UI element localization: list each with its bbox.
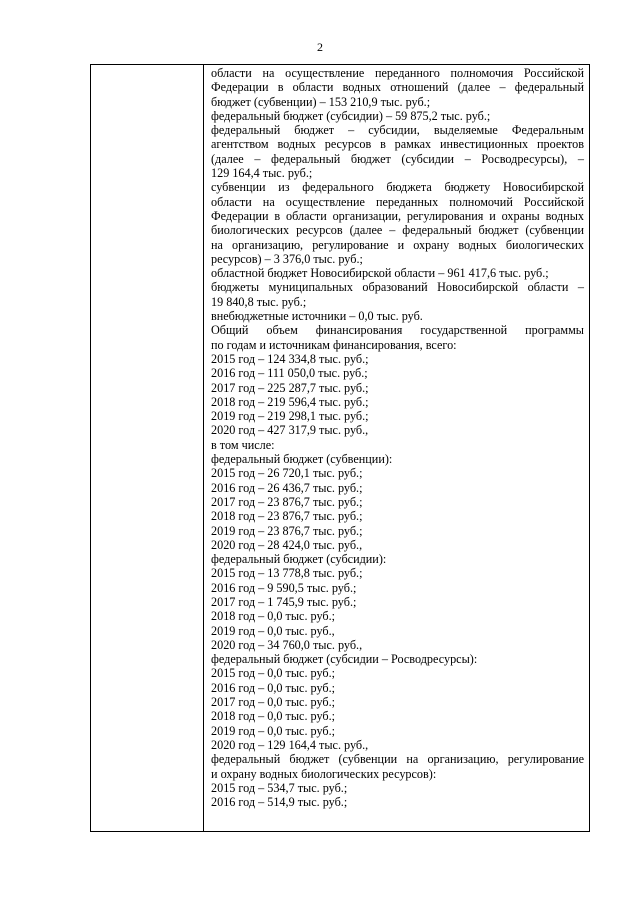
text-line: 2018 год – 0,0 тыс. руб.;: [211, 709, 336, 724]
text-line: ресурсов) – 3 376,0 тыс. руб.;: [211, 251, 363, 266]
text-line: 2016 год – 9 590,5 тыс. руб.;: [211, 580, 357, 595]
text-line: 2015 год – 534,7 тыс. руб.;: [211, 780, 348, 795]
text-line: 2015 год – 124 334,8 тыс. руб.;: [211, 351, 369, 366]
text-line: 2015 год – 0,0 тыс. руб.;: [211, 666, 336, 681]
text-line: 2020 год – 129 164,4 тыс. руб.,: [211, 737, 369, 752]
text-line: бюджет (субвенции) – 153 210,9 тыс. руб.;: [211, 94, 431, 109]
text-line: агентством водных ресурсов в рамках инвестиционных проектов: [211, 137, 584, 152]
text-line: областной бюджет Новосибирской области – 961 417,6 тыс. руб.;: [211, 266, 549, 281]
text-line: 2017 год – 23 876,7 тыс. руб.;: [211, 494, 363, 509]
text-line: 2016 год – 111 050,0 тыс. руб.;: [211, 366, 368, 381]
text-line: 2019 год – 23 876,7 тыс. руб.;: [211, 523, 363, 538]
text-line: внебюджетные источники – 0,0 тыс. руб.: [211, 309, 423, 324]
text-line: федеральный бюджет (субвенции):: [211, 452, 393, 467]
page-number: 2: [317, 40, 323, 54]
text-line: в том числе:: [211, 437, 275, 452]
document-table: [90, 64, 590, 832]
text-line: Федерации в области водных отношений (далее – федеральный: [211, 80, 584, 95]
text-line: биологических ресурсов (далее – федеральный бюджет (субвенции: [211, 223, 584, 238]
text-line: по годам и источникам финансирования, всего:: [211, 337, 457, 352]
text-line: бюджеты муниципальных образований Новосибирской области –: [211, 280, 584, 295]
text-line: 129 164,4 тыс. руб.;: [211, 166, 313, 181]
text-line: 2018 год – 0,0 тыс. руб.;: [211, 609, 336, 624]
text-line: федеральный бюджет (субвенции на организацию, регулирование: [211, 752, 584, 767]
text-line: федеральный бюджет – субсидии, выделяемые Федеральным: [211, 123, 584, 138]
text-line: (далее – федеральный бюджет (субсидии – Росводресурсы), –: [211, 151, 584, 166]
column-divider: [203, 65, 204, 831]
text-line: федеральный бюджет (субсидии – Росводресурсы):: [211, 652, 478, 667]
text-line: 19 840,8 тыс. руб.;: [211, 294, 307, 309]
text-line: субвенции из федерального бюджета бюджету Новосибирской: [211, 180, 584, 195]
text-line: 2017 год – 0,0 тыс. руб.;: [211, 695, 336, 710]
text-line: 2015 год – 26 720,1 тыс. руб.;: [211, 466, 363, 481]
text-line: области на осуществление переданных полномочий Российской: [211, 194, 584, 209]
text-line: 2018 год – 219 596,4 тыс. руб.;: [211, 394, 369, 409]
text-line: 2019 год – 219 298,1 тыс. руб.;: [211, 409, 369, 424]
text-line: 2017 год – 225 287,7 тыс. руб.;: [211, 380, 369, 395]
text-line: Федерации в области организации, регулирования и охраны водных: [211, 208, 584, 223]
text-line: 2016 год – 26 436,7 тыс. руб.;: [211, 480, 363, 495]
text-line: области на осуществление переданного полномочия Российской: [211, 66, 584, 80]
text-line: 2019 год – 0,0 тыс. руб.;: [211, 723, 336, 738]
text-line: 2019 год – 0,0 тыс. руб.,: [211, 623, 335, 638]
text-line: 2015 год – 13 778,8 тыс. руб.;: [211, 566, 363, 581]
text-line: федеральный бюджет (субсидии):: [211, 552, 387, 567]
text-line: 2018 год – 23 876,7 тыс. руб.;: [211, 509, 363, 524]
table-cell-right: [211, 66, 584, 809]
text-line: 2020 год – 427 317,9 тыс. руб.,: [211, 423, 369, 438]
text-line: 2020 год – 34 760,0 тыс. руб.,: [211, 637, 363, 652]
text-line: федеральный бюджет (субсидии) – 59 875,2 тыс. руб.;: [211, 108, 491, 123]
text-line: 2016 год – 514,9 тыс. руб.;: [211, 795, 348, 810]
text-line: 2017 год – 1 745,9 тыс. руб.;: [211, 594, 357, 609]
text-line: и охрану водных биологических ресурсов):: [211, 766, 437, 781]
text-line: 2016 год – 0,0 тыс. руб.;: [211, 680, 336, 695]
text-line: Общий объем финансирования государственной программы: [211, 323, 584, 338]
text-line: 2020 год – 28 424,0 тыс. руб.,: [211, 537, 363, 552]
text-line: на организацию, регулирование и охрану водных биологических: [211, 237, 584, 252]
